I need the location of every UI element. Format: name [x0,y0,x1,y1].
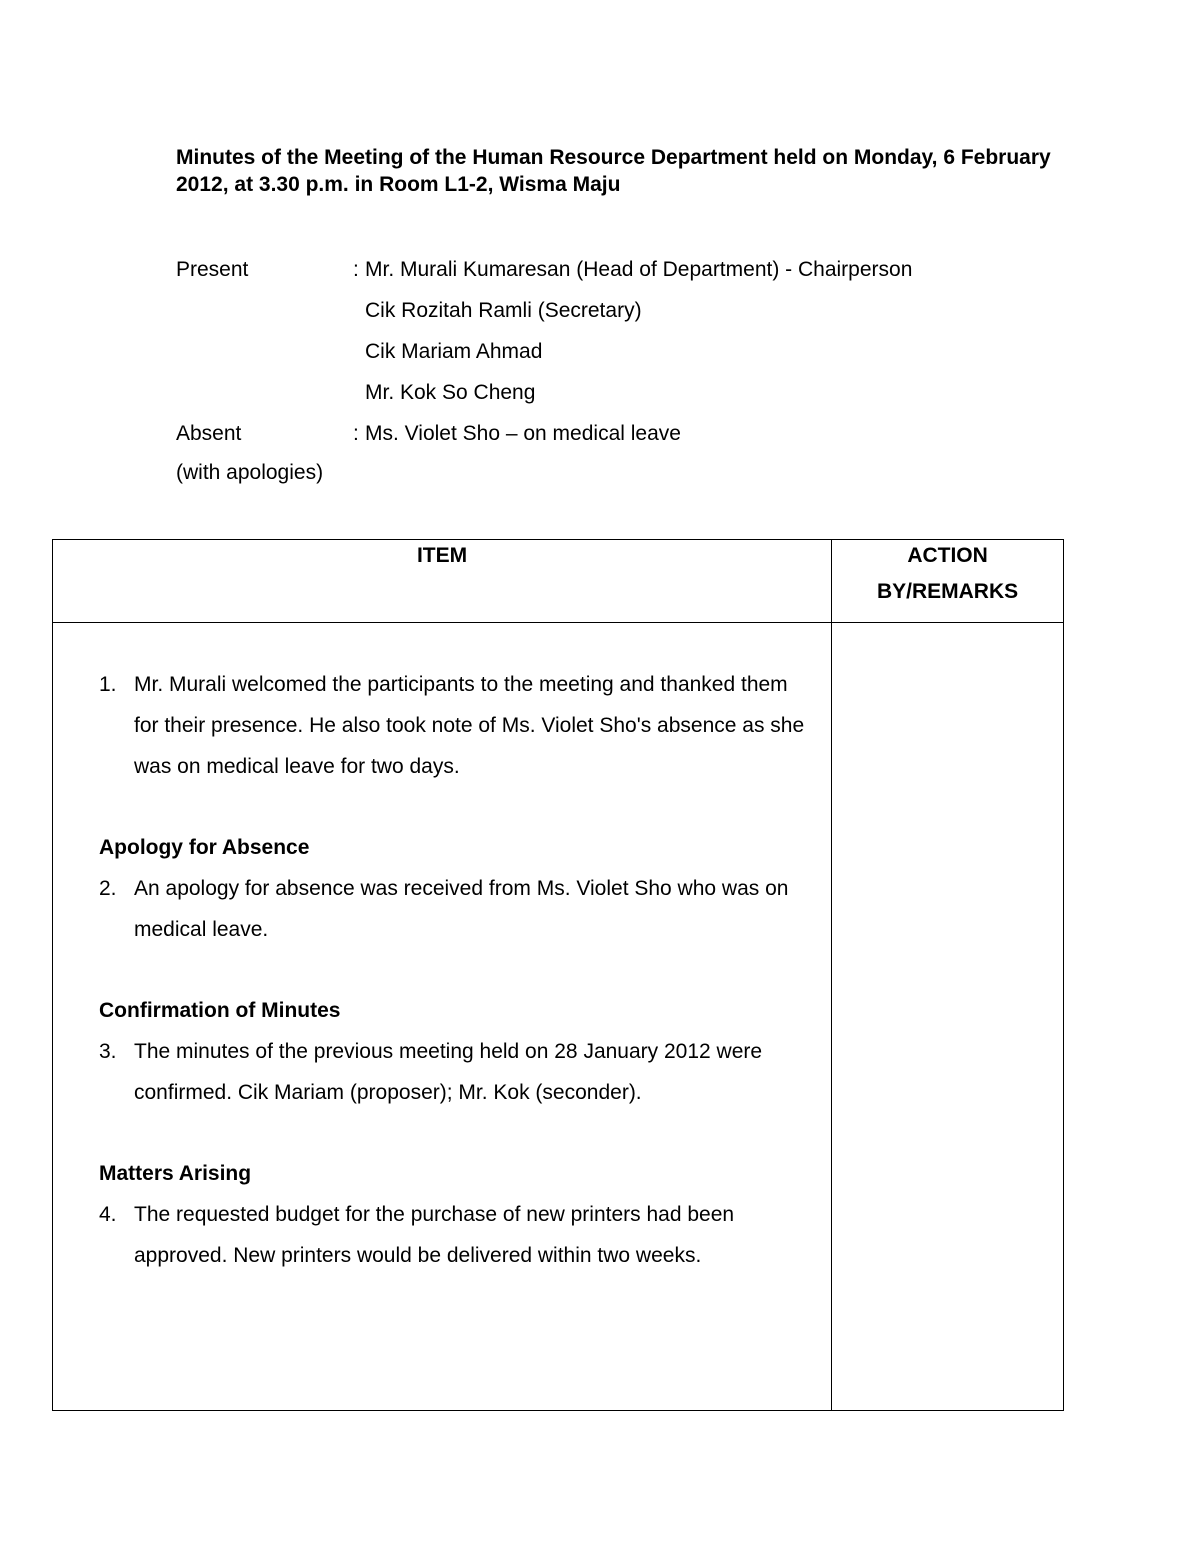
minute-item [99,1194,813,1276]
section-heading: Apology for Absence [99,836,310,859]
absent-label: Absent [176,422,242,445]
header-action [832,540,1064,623]
present-row [176,256,1076,297]
present-label: Present [176,258,249,281]
absent-row [176,420,1076,461]
minutes-table [52,539,1064,1411]
attendance-block [176,256,1076,500]
item-text: An apology for absence was received from Ms. Violet Sho who was on medical leave. [134,877,789,941]
header-action-line2: BY/REMARKS [876,580,1019,603]
items-list [53,623,831,1276]
present-member: Mr. Murali Kumaresan (Head of Department) - Chairperson [365,258,913,281]
minute-item [99,1031,813,1113]
absent-colon: : [353,422,359,445]
item-text: The requested budget for the purchase of new printers had been approved. New printers would be delivered within two weeks. [134,1203,735,1267]
minute-item [99,868,813,950]
item-number: 2. [99,877,117,900]
item-number: 4. [99,1203,117,1226]
absent-member: Ms. Violet Sho – on medical leave [365,422,681,445]
present-member: Mr. Kok So Cheng [365,381,536,404]
header-action-line1: ACTION [907,544,988,567]
table-body-row [53,623,1064,1411]
table-header-row [53,540,1064,623]
absent-sublabel: (with apologies) [176,461,324,484]
document-title: Minutes of the Meeting of the Human Resource Department held on Monday, 6 February 2012, at 3.30 p.m. in Room L1-2, Wisma Maju [176,146,1051,196]
header-item-label: ITEM [416,544,468,567]
present-row [176,338,1076,379]
minute-item [99,664,813,787]
section-heading: Matters Arising [99,1162,252,1185]
item-number: 1. [99,673,117,696]
item-text: The minutes of the previous meeting held on 28 January 2012 were confirmed. Cik Mariam (proposer); Mr. Kok (seconder). [134,1040,763,1104]
present-colon: : [353,258,359,281]
present-member: Cik Mariam Ahmad [365,340,543,363]
action-remarks-cell [832,623,1064,1411]
present-row [176,379,1076,420]
present-row [176,297,1076,338]
section-heading: Confirmation of Minutes [99,999,341,1022]
header-item [53,540,832,623]
item-text: Mr. Murali welcomed the participants to the meeting and thanked them for their presence. He also took note of Ms. Violet Sho's absence as she was on medical leave for two days. [134,673,805,778]
item-number: 3. [99,1040,117,1063]
present-member: Cik Rozitah Ramli (Secretary) [365,299,642,322]
items-cell [53,623,832,1411]
absent-sublabel-row [176,459,1076,500]
